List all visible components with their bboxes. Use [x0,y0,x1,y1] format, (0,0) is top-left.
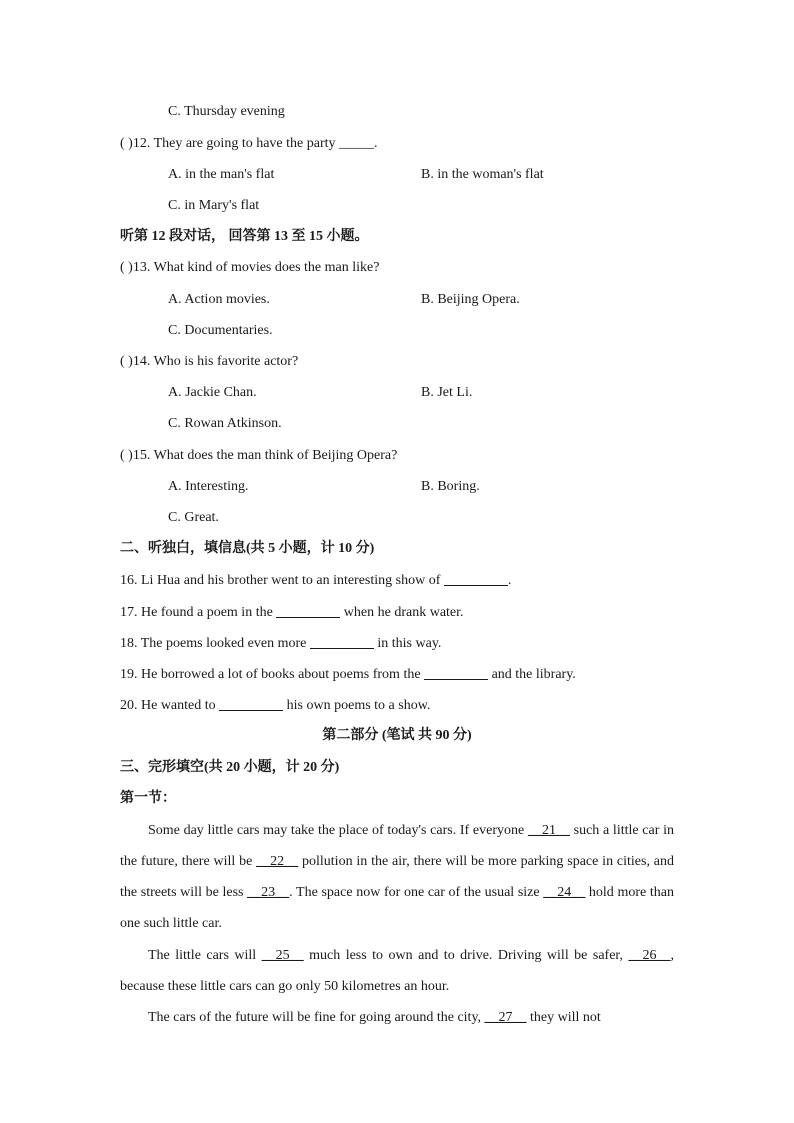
answer-blank[interactable] [310,634,374,649]
question-15: ( )15. What does the man think of Beijing Opera? [120,448,398,463]
part3-heading: 三、完形填空(共 20 小题，计 20 分) [120,760,340,775]
q14-option-c: C. Rowan Atkinson. [168,416,282,431]
fill-item-20: 20. He wanted to his own poems to a show. [120,698,431,713]
q14-option-a: A. Jackie Chan. [168,385,257,400]
fill-item-16: 16. Li Hua and his brother went to an interesting show of . [120,573,512,588]
q13-option-c: C. Documentaries. [168,323,273,338]
fill-item-19: 19. He borrowed a lot of books about poems from the and the library. [120,667,576,682]
answer-blank[interactable] [219,696,283,711]
blank-25[interactable]: __25__ [261,948,304,963]
fill-item-17: 17. He found a poem in the when he drank water. [120,605,464,620]
blank-26[interactable]: __26__ [628,948,671,963]
blank-21[interactable]: __21__ [527,823,570,838]
question-12: ( )12. They are going to have the party _____. [120,136,378,151]
section1-heading: 第一节： [120,791,176,806]
q15-option-a: A. Interesting. [168,479,249,494]
question-13: ( )13. What kind of movies does the man like? [120,260,380,275]
written-part-heading: 第二部分 (笔试 共 90 分) [322,728,472,743]
answer-blank[interactable] [424,665,488,680]
q15-option-b: B. Boring. [421,479,480,494]
fill-item-18: 18. The poems looked even more in this way. [120,636,442,651]
q15-option-c: C. Great. [168,510,219,525]
q14-option-b: B. Jet Li. [421,385,473,400]
q12-option-a: A. in the man's flat [168,167,275,182]
answer-blank[interactable] [444,571,508,586]
q12-option-c: C. in Mary's flat [168,198,260,213]
blank-24[interactable]: __24__ [543,885,586,900]
blank-22[interactable]: __22__ [256,854,299,869]
q12-option-b: B. in the woman's flat [421,167,544,182]
q11-option-c: C. Thursday evening [168,104,285,119]
passage-paragraph-3: The cars of the future will be fine for going around the city, __27__ they will not [148,1010,601,1025]
blank-23[interactable]: __23__ [247,885,290,900]
passage-paragraph-1: Some day little cars may take the place of today's cars. If everyone __21__ such a little car in the future, there will be __22__ pollution in the air, there will be more parking space in cities, and the streets will be less __23__. The space now for one car of the usual size __24__ hold more than one such little car. [120,823,674,931]
answer-blank[interactable] [276,603,340,618]
passage-paragraph-2: The little cars will __25__ much less to own and to drive. Driving will be safer, __26__, because these little cars can go only 50 kilometres an hour. [120,948,674,994]
question-14: ( )14. Who is his favorite actor? [120,354,299,369]
blank-27[interactable]: __27__ [484,1010,527,1025]
q13-option-a: A. Action movies. [168,292,270,307]
q13-option-b: B. Beijing Opera. [421,292,520,307]
part2-heading: 二、听独白，填信息(共 5 小题，计 10 分) [120,541,375,556]
section-instruction: 听第 12 段对话， 回答第 13 至 15 小题。 [120,229,369,244]
